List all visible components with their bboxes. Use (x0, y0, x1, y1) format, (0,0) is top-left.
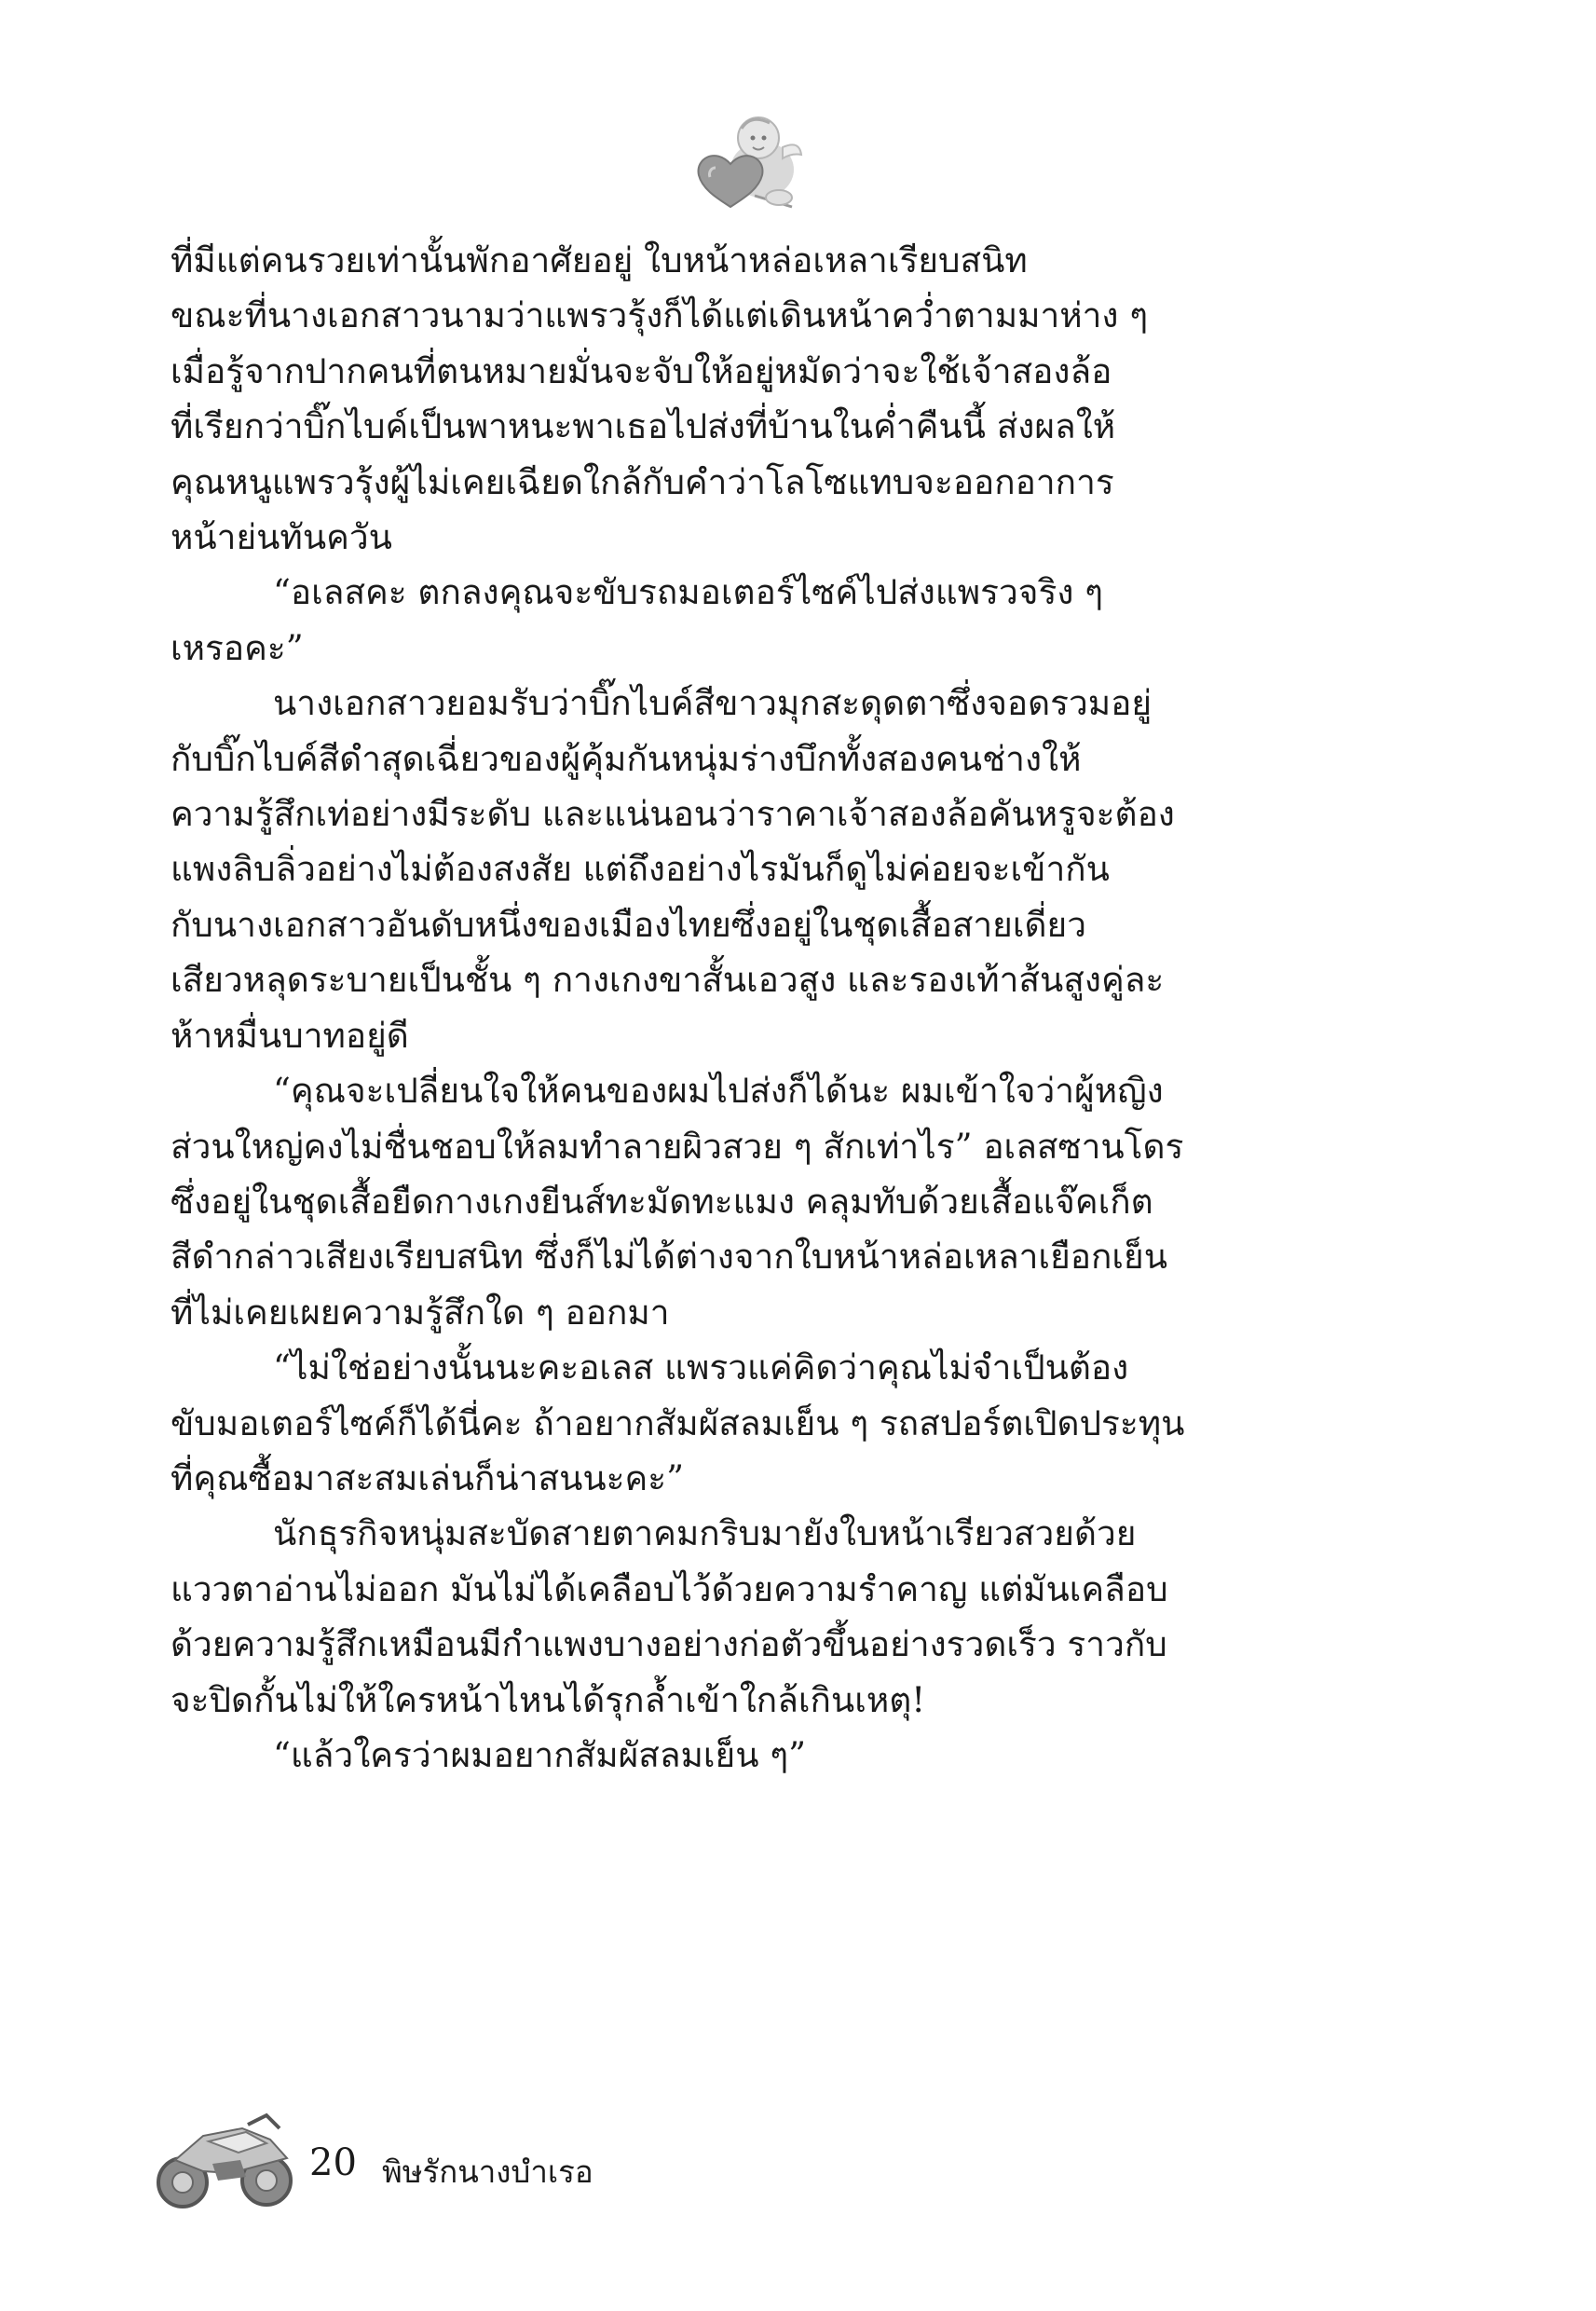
text-line: สีดำกล่าวเสียงเรียบสนิท ซึ่งก็ไม่ได้ต่างจากใบหน้าหล่อเหลาเยือกเย็น (171, 1237, 1168, 1278)
text-line: “อเลสคะ ตกลงคุณจะขับรถมอเตอร์ไซค์ไปส่งแพรวจริง ๆ (273, 572, 1104, 613)
book-title: พิษรักนางบำเรอ (382, 2154, 593, 2190)
text-line: กับบิ๊กไบค์สีดำสุดเฉี่ยวของผู้คุ้มกันหนุ่มร่างบึกทั้งสองคนช่างให้ (171, 738, 1082, 779)
text-line: “ไม่ใช่อย่างนั้นนะคะอเลส แพรวแค่คิดว่าคุณไม่จำเป็นต้อง (273, 1347, 1129, 1388)
text-line: “คุณจะเปลี่ยนใจให้คนของผมไปส่งก็ได้นะ ผมเข้าใจว่าผู้หญิง (273, 1071, 1164, 1112)
text-line: แววตาอ่านไม่ออก มันไม่ได้เคลือบไว้ด้วยความรำคาญ แต่มันเคลือบ (171, 1568, 1168, 1609)
text-line: ความรู้สึกเท่อย่างมีระดับ และแน่นอนว่าราคาเจ้าสองล้อคันหรูจะต้อง (171, 794, 1175, 835)
text-line: กับนางเอกสาวอันดับหนึ่งของเมืองไทยซึ่งอยู่ในชุดเสื้อสายเดี่ยว (171, 904, 1086, 945)
text-line: แพงลิบลิ่วอย่างไม่ต้องสงสัย แต่ถึงอย่างไรมันก็ดูไม่ค่อยจะเข้ากัน (171, 849, 1110, 890)
cupid-heart-icon (693, 110, 803, 211)
text-line: เหรอคะ” (171, 627, 304, 668)
text-line: “แล้วใครว่าผมอยากสัมผัสลมเย็น ๆ” (273, 1734, 807, 1775)
text-line: ส่วนใหญ่คงไม่ชื่นชอบให้ลมทำลายผิวสวย ๆ สักเท่าไร” อเลสซานโดร (171, 1126, 1184, 1167)
text-line: ห้าหมื่นบาทอยู่ดี (171, 1015, 409, 1056)
motorcycle-icon (157, 2104, 296, 2214)
text-line: นักธุรกิจหนุ่มสะบัดสายตาคมกริบมายังใบหน้าเรียวสวยด้วย (273, 1513, 1137, 1554)
text-line: คุณหนูแพรวรุ้งผู้ไม่เคยเฉียดใกล้กับคำว่าโลโซแทบจะออกอาการ (171, 461, 1114, 502)
page-number: 20 (309, 2141, 357, 2184)
page-footer (157, 2104, 809, 2216)
text-line: ที่คุณซื้อมาสะสมเล่นก็น่าสนนะคะ” (171, 1457, 685, 1498)
text-line: ที่ไม่เคยเผยความรู้สึกใด ๆ ออกมา (171, 1292, 670, 1333)
text-line: ขับมอเตอร์ไซค์ก็ได้นี่คะ ถ้าอยากสัมผัสลมเย็น ๆ รถสปอร์ตเปิดประทุน (171, 1402, 1185, 1443)
text-line: จะปิดกั้นไม่ให้ใครหน้าไหนได้รุกล้ำเข้าใกล้เกินเหตุ! (171, 1679, 926, 1720)
text-line: หน้าย่นทันควัน (171, 517, 392, 558)
text-line: เสียวหลุดระบายเป็นชั้น ๆ กางเกงขาสั้นเอวสูง และรองเท้าส้นสูงคู่ละ (171, 960, 1165, 1001)
text-line: ขณะที่นางเอกสาวนามว่าแพรวรุ้งก็ได้แต่เดินหน้าคว่ำตามมาห่าง ๆ (171, 295, 1149, 336)
text-line: ที่เรียกว่าบิ๊กไบค์เป็นพาหนะพาเธอไปส่งที่บ้านในค่ำคืนนี้ ส่งผลให้ (171, 406, 1116, 447)
text-line: ด้วยความรู้สึกเหมือนมีกำแพงบางอย่างก่อตัวขึ้นอย่างรวดเร็ว ราวกับ (171, 1624, 1167, 1665)
text-line: นางเอกสาวยอมรับว่าบิ๊กไบค์สีขาวมุกสะดุดตาซึ่งจอดรวมอยู่ (273, 683, 1153, 724)
text-line: ที่มีแต่คนรวยเท่านั้นพักอาศัยอยู่ ใบหน้าหล่อเหลาเรียบสนิท (171, 240, 1028, 280)
body-text (171, 233, 1335, 1783)
text-line: ซึ่งอยู่ในชุดเสื้อยืดกางเกงยีนส์ทะมัดทะแมง คลุมทับด้วยเสื้อแจ๊คเก็ต (171, 1181, 1153, 1222)
text-line: เมื่อรู้จากปากคนที่ตนหมายมั่นจะจับให้อยู่หมัดว่าจะใช้เจ้าสองล้อ (171, 350, 1112, 391)
